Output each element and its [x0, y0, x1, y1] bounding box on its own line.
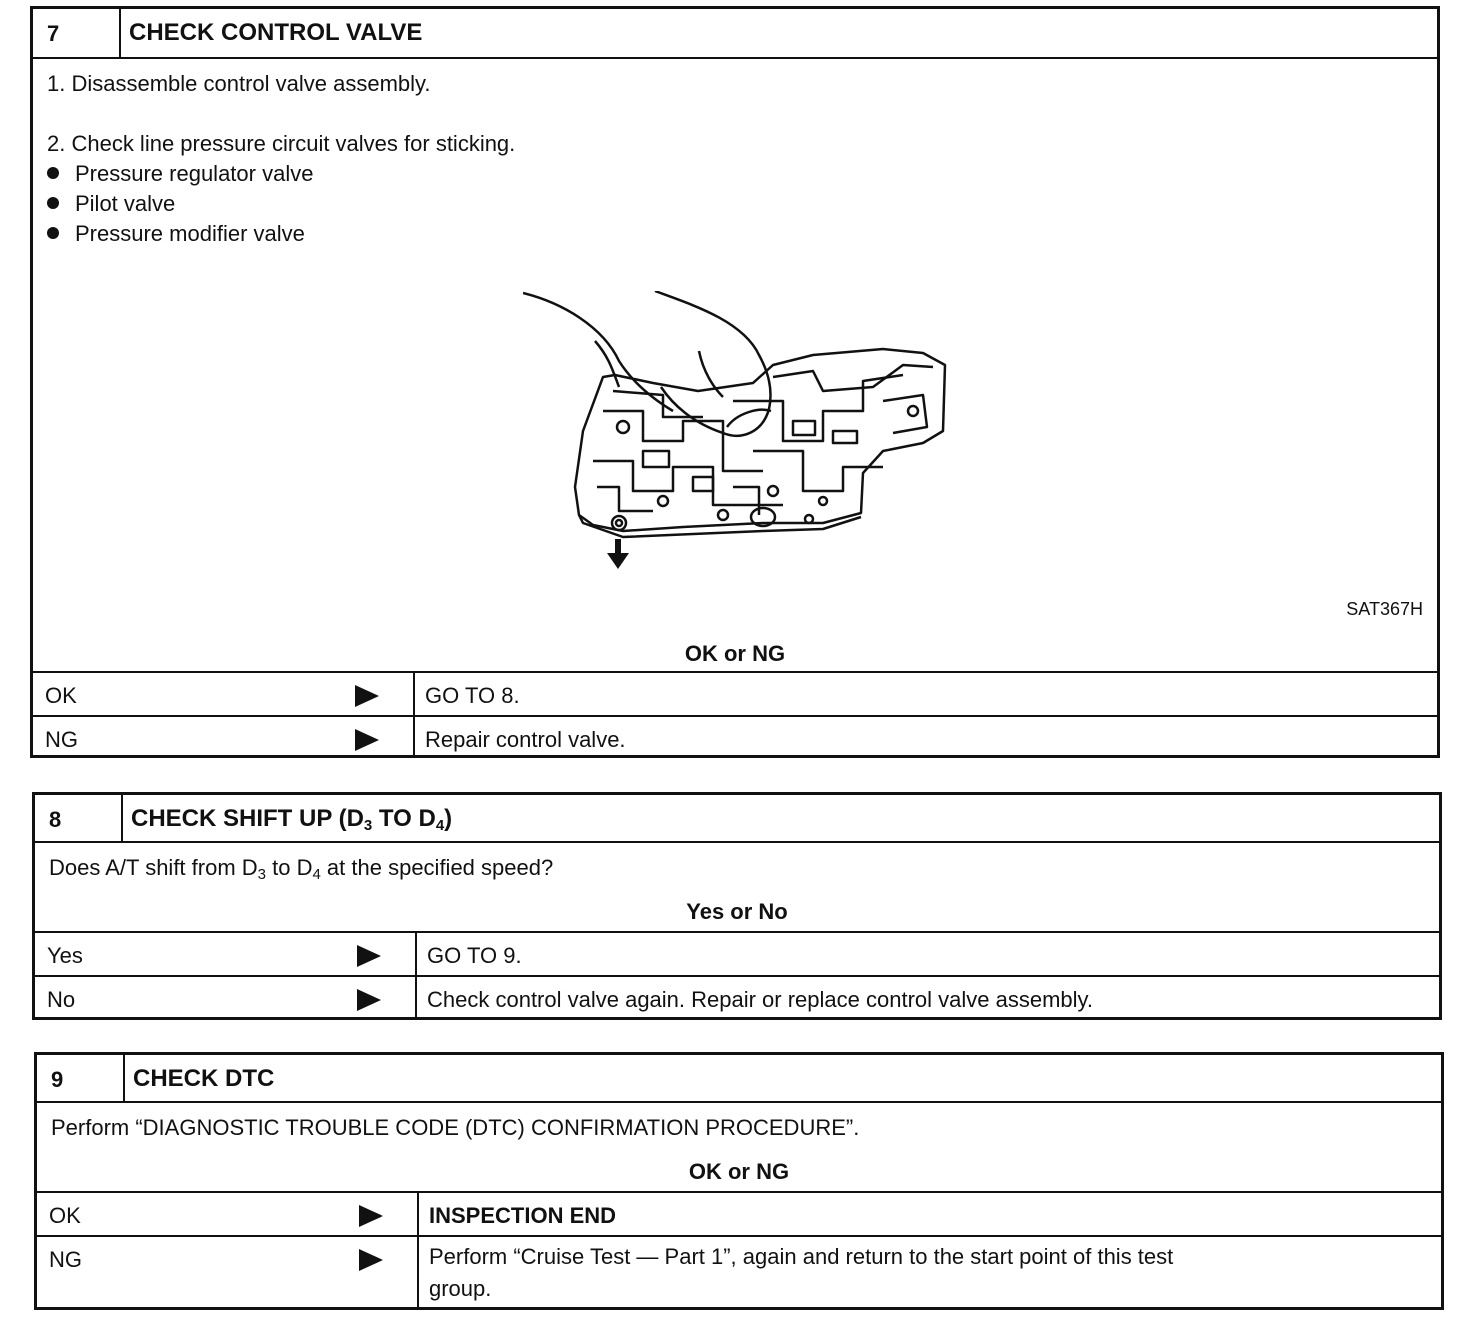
result-condition: OK: [45, 683, 77, 708]
result-condition: Yes: [47, 943, 83, 968]
play-arrow-icon: [359, 1205, 383, 1227]
step-8-box: [32, 792, 1442, 1020]
step-9-header: [37, 1055, 1441, 1101]
control-valve-illustration: [523, 291, 963, 591]
result-condition: OK: [49, 1203, 81, 1228]
step-7-box: [30, 6, 1440, 758]
result-condition-cell: [35, 933, 417, 975]
result-action: [429, 1241, 1173, 1305]
result-condition-cell: [35, 977, 417, 1017]
bullet-icon: [47, 167, 59, 179]
step-7-title: CHECK CONTROL VALVE: [129, 19, 423, 46]
bullet-item: Pressure modifier valve: [47, 221, 305, 247]
result-condition-cell: [37, 1193, 419, 1235]
result-action: Check control valve again. Repair or replace control valve assembly.: [427, 987, 1094, 1012]
result-row-ok: [37, 1191, 1441, 1235]
step-7-body: [33, 57, 1437, 671]
bullet-icon: [47, 197, 59, 209]
bullet-item: Pressure regulator valve: [47, 161, 313, 187]
result-row-ng: [37, 1235, 1441, 1307]
ok-or-ng-label: OK or NG: [684, 641, 786, 666]
instruction-2: 2. Check line pressure circuit valves for sticking.: [47, 131, 516, 156]
play-arrow-icon: [359, 1249, 383, 1271]
step-7-header: [33, 9, 1437, 57]
step-9-instruction: Perform “DIAGNOSTIC TROUBLE CODE (DTC) CONFIRMATION PROCEDURE”.: [51, 1115, 860, 1140]
result-action: Repair control valve.: [425, 727, 626, 752]
result-action: INSPECTION END: [429, 1203, 617, 1228]
step-8-header: [35, 795, 1439, 841]
step-9-box: [34, 1052, 1444, 1310]
result-action-line: Perform “Cruise Test — Part 1”, again and return to the start point of this test: [429, 1244, 1174, 1269]
step-8-body: [35, 841, 1439, 931]
result-row-ok: [33, 671, 1437, 715]
play-arrow-icon: [357, 989, 381, 1011]
step-8-number: 8: [35, 795, 123, 841]
bullet-icon: [47, 227, 59, 239]
result-condition-cell: [37, 1237, 419, 1307]
bullet-item: Pilot valve: [47, 191, 175, 217]
result-condition-cell: [33, 717, 415, 755]
result-row-ng: [33, 715, 1437, 755]
result-action: GO TO 9.: [427, 943, 522, 968]
result-action: GO TO 8.: [425, 683, 520, 708]
play-arrow-icon: [355, 685, 379, 707]
yes-or-no-label: Yes or No: [686, 899, 788, 924]
step-9-body: [37, 1101, 1441, 1191]
result-row-no: [35, 975, 1439, 1017]
step-9-title: CHECK DTC: [133, 1065, 275, 1092]
result-condition: NG: [49, 1247, 82, 1272]
step-8-question: Does A/T shift from $D_3$ to $D_4$ at the specified speed?: [49, 855, 554, 883]
figure-code: SAT367H: [1346, 599, 1423, 619]
step-8-title: CHECK SHIFT UP ($D_3$ TO $D_4$): [131, 805, 453, 834]
step-7-number: 7: [33, 9, 121, 57]
ok-or-ng-label: OK or NG: [688, 1159, 790, 1184]
play-arrow-icon: [355, 729, 379, 751]
result-action-line: group.: [429, 1276, 492, 1301]
instruction-1: 1. Disassemble control valve assembly.: [47, 71, 431, 96]
result-row-yes: [35, 931, 1439, 975]
result-condition-cell: [33, 673, 415, 715]
step-9-number: 9: [37, 1055, 125, 1101]
play-arrow-icon: [357, 945, 381, 967]
result-condition: No: [47, 987, 76, 1012]
result-condition: NG: [45, 727, 78, 752]
